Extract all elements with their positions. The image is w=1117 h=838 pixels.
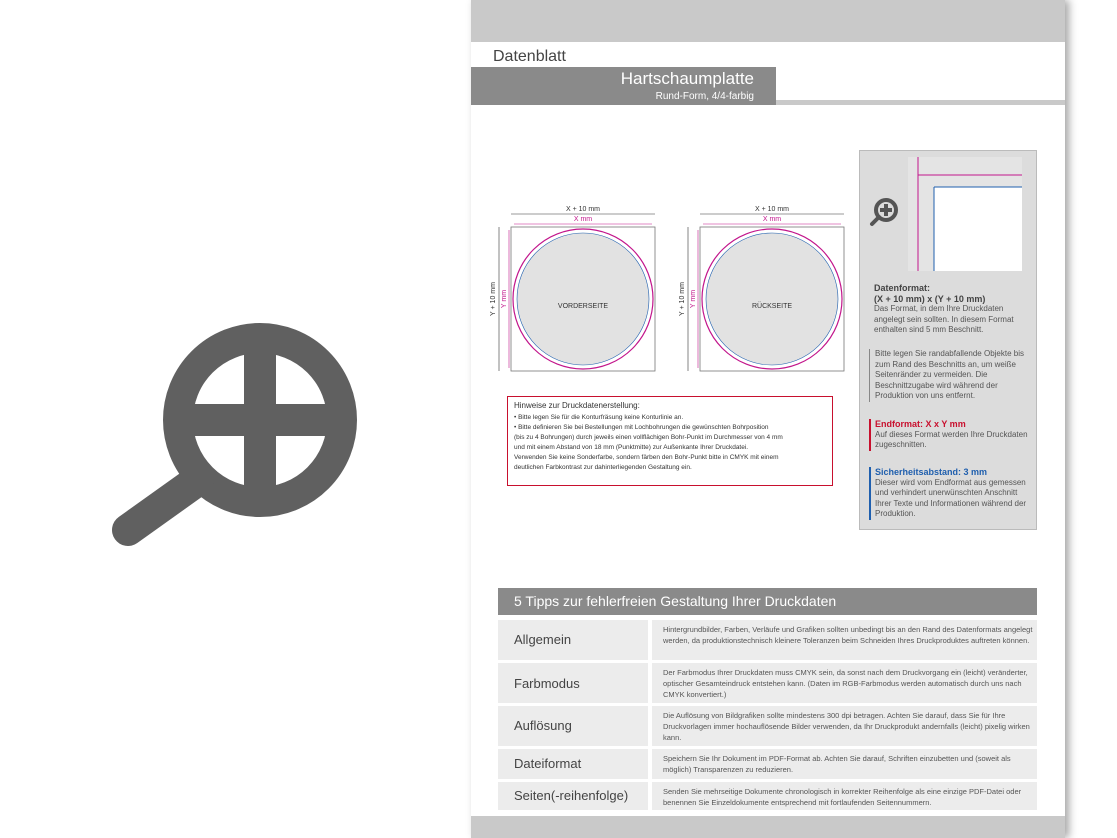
safety-margin-section — [869, 467, 1035, 520]
tip-description: Speichern Sie Ihr Dokument im PDF-Format ab. Achten Sie darauf, Schriften einzubetten und (soweit als möglich) Transparenzen zu reduzieren. — [663, 754, 1011, 774]
back-side-diagram — [679, 206, 844, 371]
front-inner-width-label: X mm — [573, 216, 593, 223]
datasheet-page — [471, 0, 1065, 838]
hint-line: • Bitte definieren Sie bei Bestellungen mit Lochbohrungen die gewünschten Bohrposition — [514, 424, 769, 431]
zoom-in-magnifier-icon[interactable] — [868, 195, 902, 229]
final-format-title: Endformat: X x Y mm — [875, 419, 966, 429]
tip-name: Seiten(-reihenfolge) — [514, 788, 629, 803]
sheet-bottom-band — [471, 816, 1065, 838]
data-format-title: Datenformat: — [874, 283, 931, 293]
back-inner-height-label: Y mm — [690, 289, 697, 309]
datasheet-tab: Datenblatt — [471, 46, 591, 68]
sheet-top-band — [471, 0, 1065, 42]
format-diagram — [471, 195, 851, 380]
tip-description: Senden Sie mehrseitige Dokumente chronologisch in korrekter Reihenfolge als eine einzige PDF-Datei oder benennen Sie Einzeldokumente entsprechend mit fortlaufenden Seitennummern. — [663, 787, 1022, 807]
back-outer-width-label: X + 10 mm — [754, 206, 790, 213]
hint-line: deutlichen Farbkontrast zur dahinterliegenden Gestaltung ein. — [514, 464, 692, 471]
hint-line: und mit einem Abstand von 18 mm (Punktmitte) zur Außenkante Ihrer Druckdatei. — [514, 444, 749, 451]
hint-line: • Bitte legen Sie für die Konturfräsung keine Konturlinie an. — [514, 414, 684, 421]
front-inner-height-label: Y mm — [501, 289, 508, 309]
front-outer-width-label: X + 10 mm — [565, 206, 601, 213]
product-title: Hartschaumplatte — [620, 69, 754, 88]
hints-title: Hinweise zur Druckdatenerstellung: — [514, 401, 640, 410]
tip-description: Die Auflösung von Bildgrafiken sollte mindestens 300 dpi betragen. Achten Sie darauf, dass Sie für Ihre Druckvorlagen immer hochauflösende Bilder verwenden, da Ihr Druckprodukt andernfalls (leicht) pixelig wirken kann. — [663, 711, 1030, 742]
safety-margin-title: Sicherheitsabstand: 3 mm — [875, 467, 988, 477]
front-outer-height-label: Y + 10 mm — [490, 282, 497, 316]
product-subtitle: Rund-Form, 4/4-farbig — [655, 91, 754, 102]
front-side-label: VORDERSEITE — [557, 303, 609, 310]
back-outer-height-label: Y + 10 mm — [679, 282, 686, 316]
tip-name: Auflösung — [514, 718, 572, 733]
front-side-diagram — [490, 206, 655, 371]
final-format-section — [869, 419, 1035, 451]
tip-row — [498, 706, 1037, 746]
hint-line: (bis zu 4 Bohrungen) durch jeweils einen vollflächigen Bohr-Punkt im Durchmesser von 4 mm — [514, 434, 783, 441]
tip-row — [498, 782, 1037, 810]
data-format-formula: (X + 10 mm) x (Y + 10 mm) — [874, 293, 986, 304]
title-bar — [471, 67, 776, 105]
safety-margin-text: Dieser wird vom Endformat aus gemessen und verhindert unerwünschten Anschnitt Ihrer Texte und Informationen während der Produktion. — [875, 477, 1027, 518]
tip-name: Allgemein — [514, 632, 572, 647]
data-format-section — [874, 283, 1034, 336]
hint-line: Verwenden Sie keine Sonderfarbe, sondern färben den Bohr-Punkt bitte in CMYK mit einem — [514, 454, 779, 461]
zoom-in-magnifier-icon[interactable] — [100, 290, 360, 550]
data-format-text: Das Format, in dem Ihre Druckdaten angelegt sein sollten. In diesem Format enthalten sind 5 mm Beschnitt. — [874, 304, 1014, 334]
tip-row — [498, 663, 1037, 703]
tips-title: 5 Tipps zur fehlerfreien Gestaltung Ihrer Druckdaten — [498, 588, 1037, 615]
bleed-preview — [908, 157, 1022, 271]
tip-name: Farbmodus — [514, 676, 580, 691]
bleed-text: Bitte legen Sie randabfallende Objekte bis zum Rand des Beschnitts an, um weiße Seitenränder zu vermeiden. Die Beschnittzugabe wird während der Produktion von uns entfernt. — [875, 349, 1024, 400]
format-info-panel — [859, 150, 1037, 530]
tip-row — [498, 749, 1037, 779]
back-side-label: RÜCKSEITE — [751, 303, 793, 310]
tip-row — [498, 620, 1037, 660]
back-inner-width-label: X mm — [762, 216, 782, 223]
final-format-text: Auf dieses Format werden Ihre Druckdaten zugeschnitten. — [875, 429, 1028, 449]
hints-box — [507, 396, 833, 486]
title-bar-extension — [776, 100, 1065, 105]
tip-description: Hintergrundbilder, Farben, Verläufe und Grafiken sollten unbedingt bis an den Rand des Datenformats angelegt werden, da produktionstechnisch kleinere Toleranzen beim Schneiden Ihres Druckproduktes auftreten können. — [663, 625, 1033, 645]
tip-name: Dateiformat — [514, 756, 582, 771]
bleed-section — [869, 349, 1035, 402]
tip-description: Der Farbmodus Ihrer Druckdaten muss CMYK sein, da sonst nach dem Druckvorgang ein (leicht) veränderter, optischer Gesamteindruck entstehen kann. (Daten im RGB-Farbmodus werden automatisch durch uns nach CMYK konvertiert.) — [663, 668, 1028, 699]
